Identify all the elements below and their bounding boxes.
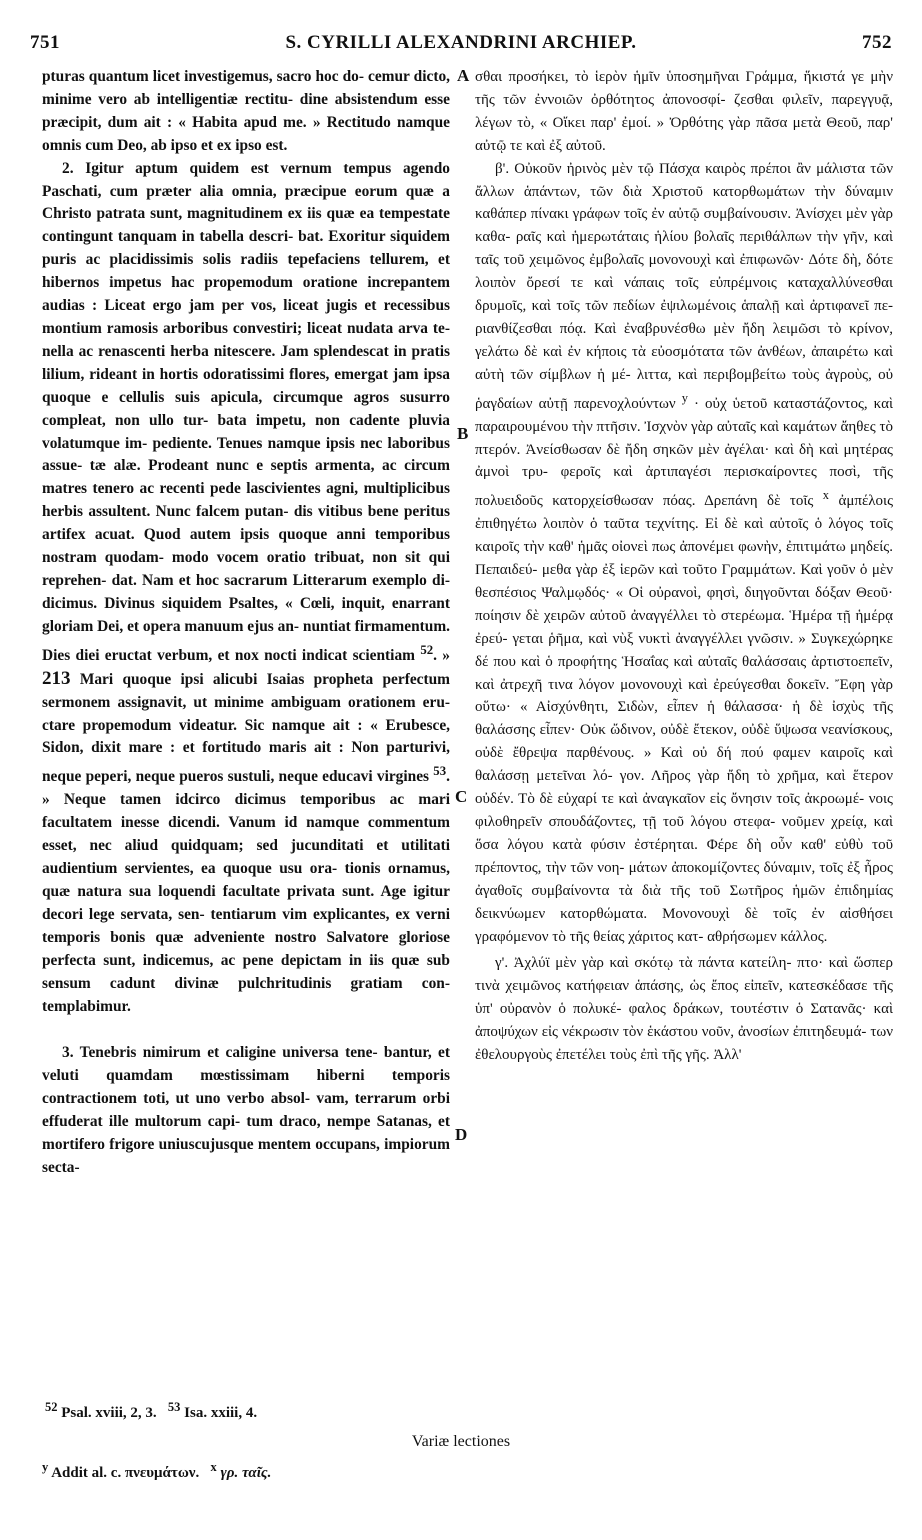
page-number-right: 752 bbox=[862, 32, 892, 53]
greek-paragraph-2 bbox=[475, 158, 893, 949]
variant-text-y: Addit al. c. πνευμάτων. bbox=[51, 1465, 200, 1481]
latin-column bbox=[42, 66, 450, 1180]
greek-paragraph-2-text-c: ἀμπέλοις ἐπιθηγέτω λοιπὸν ὁ ταῦτα τεχνίτης. Εἰ δὲ καὶ αὐτοῖς ὁ λόγος τοῖς καιροῖς τὴν καθ' ἡμᾶς οἰονεὶ πως ἀπονέμει φωνὴν, ἐπιτιμάτω μηδείς. Πεπαιδεύ- μεθα γὰρ ἐξ ἱερῶν καὶ τοῦτο Γραμμάτων. Καὶ γοῦν ὁ μὲν θεσπέσιος Ψαλμῳδός· « Οἱ οὐρανοὶ, φησὶ, διηγοῦνται δόξαν Θεοῦ· ποίησιν δὲ χειρῶν αὐτοῦ ἀναγγέλλει τὸ στερέωμα. Ἡμέρα τῇ ἡμέρᾳ ἐρεύ- γεται ῥῆμα, καὶ νὺξ νυκτὶ ἀναγγέλλει γνῶσιν. » Συγκεχώρηκε δέ που καὶ ὁ προφήτης Ἡσαΐας καὶ αὐταῖς θαλάσσαις ἀρτιστοεπεῖν, καὶ ἀτρεχῆ τινα λόγον μονονουχὶ καὶ ἐρεύγεσθαι δοκεῖν. Ἔφη γὰρ οὕτω· « Αἰσχύνθητι, Σιδὼν, εἶπεν ἡ θάλασσα· ἡ δὲ ἰσχὺς τῆς θαλάσσης εἶπεν· Οὐκ ὤδινον, οὐδὲ ἔτεκον, οὐδὲ ὕψωσα νεανίσκους, οὐδὲ ἔθρεψα παρθένους. » Καὶ οὐ δή πού φαμεν καιροῖς καὶ θαλάσσῃ μετεῖναι λό- γον. Λῆρος γὰρ ἤδη τὸ χρῆμα, καὶ ἕτερον οὐδέν. Τὸ δὲ εὐχαρί τε καὶ ἀναγκαῖον εἰς ὄνησιν τοῖς ἀκροωμέ- νοις φιλοθηρεῖν σπουδάζοντες, τῇ τοῦ λόγου στεφα- νοῦμεν χρείᾳ, καὶ ὅσα λόγου κατὰ φύσιν ἐστέρηται. Φέρε δὴ οὖν καθ' εὐθὺ τοῦ πρέποντος, τὴν τῶν νοη- μάτων ἀποκομίζοντες δύναμιν, τοῖς ἐξ ἦρος ἀγαθοῖς συμβαίνοντα τὰ διὰ τῆς τοῦ Σωτῆρος ἡμῶν ἐπιδημίας δεικνύωμεν κατορθώματα. Μονονουχὶ δὲ τοῖς ἐν αἰσθήσει γραφόμενον τὸ τῆς θείας χάριτος κατ- αθρήσωμεν κάλλος. bbox=[475, 493, 894, 945]
column-number: 213 bbox=[42, 667, 71, 689]
variant-marker-x: x bbox=[822, 488, 830, 503]
margin-letter-c: C bbox=[455, 787, 468, 806]
variae-lectiones-heading: Variæ lectiones bbox=[411, 1433, 511, 1450]
variant-readings bbox=[42, 1460, 271, 1482]
greek-paragraph-2-text-b: · οὐχ ὑετοῦ καταστάζοντος, καὶ παραιρουμένου τὴν πτῆσιν. Ἰσχνὸν γὰρ αὐταῖς καὶ καμάτων ἄηθες τὸ πτερόν. Ἀνείσθωσαν δὲ ἤδη σηκῶν μὲν ἀγέλαι· καὶ δὴ καὶ μητέρας ἀμνοὶ τρυ- φεροῖς καὶ ἀρτιπαγέσι περισκαίροντες ποσὶ, τῆς πολυειδοῦς κατορχείσθωσαν πόας. Δρεπάνη δὲ τοῖς bbox=[475, 395, 894, 510]
footnote-number-52: 52 bbox=[45, 1400, 58, 1414]
footnote-ref-53: Isa. xxiii, 4. bbox=[184, 1405, 258, 1421]
footnote-number-53: 53 bbox=[167, 1400, 181, 1414]
running-header bbox=[30, 32, 892, 58]
page-number-left: 751 bbox=[30, 32, 60, 53]
footnote-marker-53: 53 bbox=[433, 764, 447, 779]
latin-paragraph-2-text-a: 2. Igitur aptum quidem est vernum tempus agendo Paschati, cum præter alia omnia, præcipue eorum quæ a Christo patrata sunt, magnitudinem ex iis quæ ea tempestate contingunt tanquam in tabella descri- bat. Exoritur siquidem puris ac placidissimis solis radiis tepefaciens tellurem, et hibernos impetus hac propemodum oratione increpantem audias : Liceat ergo jam per vos, liceat jugis et recessibus montium ramosis arboribus convestiri; liceat nudata arva te- nella ac renascenti herba nitescere. Jam splendescat in pratis lilium, rideant in hortis odoratissimi flores, emergat jam ipsa quoque e cellulis suis apicula, circumque agros susurro compleat, non ullo tur- bata impetu, non cadente pluvia volatumque im- pediente. Tenues namque ipsis nec laboribus assue- tæ alæ. Prodeant nunc e septis armenta, ac circum matres tenero ac recenti pede lascivientes agni, multiplicibus herbis assultent. Nunc falcem putan- dis vitibus bene peritus artifex acuat. Quod autem ipsis quoque anni temporibus nostram quodam- modo vocem oratio tribuat, non sit qui reprehen- dat. Nam et hoc sacrarum Litterarum exemplo di- dicimus. Divinus siquidem Psaltes, « Cœli, inquit, enarrant gloriam Dei, et opera manuum ejus an- nuntiat firmamentum. Dies diei eructat verbum, et nox nocti indicat scientiam bbox=[42, 159, 450, 664]
footnote-marker-52: 52 bbox=[420, 642, 434, 657]
latin-paragraph-2-text-b: . » bbox=[433, 646, 451, 664]
greek-paragraph-1: σθαι προσήκει, τὸ ἱερὸν ἡμῖν ὑποσημῆναι Γράμμα, ἥκιστά γε μὴν τῆς τῶν ἐννοιῶν ὀρθότητος ἀπονοσφί- ζεσθαι φιλεῖν, παρεγγυᾷ, λέγων τὸ, « Οἴκει παρ' ἐμοί. » Ὀρθότης γὰρ πᾶσα μετὰ Θεοῦ, παρ' αὐτῷ τε καὶ ἐξ αὐτοῦ. bbox=[475, 69, 893, 154]
margin-letter-d: D bbox=[455, 1125, 468, 1144]
latin-paragraph-2-text-d: . » Neque tamen idcirco dicimus temporibus ac mari facultatem inesse dicendi. Vanum id namque commentum esset, nec aliud quidquam; sed jucunditati et utilitati audientium servientes, ea quoque usu ora- tionis ornamus, quæ natura sua loquendi facultate privata sunt. Age igitur decori lege servata, sen- tentiarum vim explicantes, ex verni temporis bonis quæ adveniente nostro Salvatore gloriose perfecta sunt, indicemus, ac pene depictam in iis quæ sub sensum cadunt divinæ pulchritudinis gratiam con- templabimur. bbox=[42, 768, 450, 1015]
greek-paragraph-2-text-a: β'. Οὐκοῦν ἠρινὸς μὲν τῷ Πάσχα καιρὸς πρέποι ἂν μάλιστα τῶν ἄλλων ἁπάντων, τῶν διὰ Χριστοῦ κατορθωμάτων τὴν δύναμιν καθάπερ πίνακι γράφων τοῖς ἐν αὐτῷ συμβαίνουσιν. Ἀνίσχει μὲν γὰρ καθα- ραῖς καὶ ἡμερωτάταις ἡλίου βολαῖς περιθάλπων τὴν γῆν, καὶ ταῖς τοῦ χειμῶνος ἐμβολαῖς μονονουχὶ καὶ ἐπιφωνῶν· Δότε δὴ, δότε λοιπὸν ὄρεσί τε καὶ νάπαις τοῖς εὐπρέμνοις καταχαλλύνεσθαι δρυμοῖς, καὶ τοῖς τῶν πεδίων ἐψιλωμένοις ἁπαλῇ καὶ ἀρτιφανεῖ πε- ριανθίζεσθαι πόᾳ. Καὶ ἐναβρυνέσθω μὲν ἤδη λειμῶσι τὸ κρίνον, γελάτω δὲ καὶ ἐν κήποις τὰ εὐοσμότατα τῶν ἀνθέων, ἀπαιρέτω καὶ αὐτὴ τῶν σίμβλων ἡ μέ- λιττα, καὶ περιβομβείτω τοὺς ἀγροὺς, οὐ ῥαγδαίων αὐτῇ παρενοχλούντων bbox=[475, 160, 893, 412]
latin-paragraph-1: pturas quantum licet investigemus, sacro hoc do- cemur dicto, minime vero ab intelligentiæ rectitu- dine absistendum esse præcipit, dum ait : « Habita apud me. » Rectitudo namque omnis cum Deo, ab ipso et ex ipso est. bbox=[42, 68, 450, 154]
footnote-ref-52: Psal. xviii, 2, 3. bbox=[61, 1405, 157, 1421]
greek-paragraph-3: γ'. Ἀχλύϊ μὲν γὰρ καὶ σκότῳ τὰ πάντα κατείλη- πτο· καὶ ὥσπερ τινὰ χειμῶνος κατήφειαν ἁπάσης, ὡς ἔπος εἰπεῖν, κατεσκέδασε τῆς ὑπ' οὐρανὸν ὁ πολυκέ- φαλος δράκων, τουτέστιν ὁ Σατανᾶς· καὶ ἀποψύχων εἰς νέκρωσιν τὸν ἑκάστου νοῦν, ἀνοσίων ἐπιτηδευμά- των ἐθελουργοὺς ἐπετέλει τοὺς ἐπὶ τῆς γῆς. Ἀλλ' bbox=[475, 955, 893, 1064]
latin-paragraph-3: 3. Tenebris nimirum et caligine universa tene- bantur, et veluti quamdam mœstissimam hiberni temporis contractionem toti, ut uno verbo absol- vam, terrarum orbi effuderat ille multorum capi- tum draco, nempe Satanas, et mortifero frigore uniuscujusque mentem occupans, impiorum secta- bbox=[42, 1044, 450, 1176]
variant-text-x: γρ. ταῖς. bbox=[220, 1465, 272, 1481]
greek-column bbox=[475, 66, 893, 1067]
variant-mark-x: x bbox=[210, 1460, 217, 1474]
running-title: S. CYRILLI ALEXANDRINI ARCHIEP. bbox=[285, 32, 637, 53]
footnotes bbox=[45, 1400, 257, 1422]
margin-letter-a: A bbox=[457, 66, 470, 85]
variant-marker-y: y bbox=[681, 390, 688, 405]
latin-paragraph-2 bbox=[42, 158, 450, 1019]
margin-letter-b: B bbox=[457, 424, 469, 443]
latin-paragraph-2-text-c: Mari quoque ipsi alicubi Isaias propheta perfectum sermonem assignavit, ut minime ambiguam orationem eru- ctare propemodum videatur. Sic namque ait : « Erubesce, Sidon, dixit mare : et fortitudo maris ait : Non parturivi, neque peperi, neque pueros sustuli, neque educavi virgines bbox=[42, 670, 450, 786]
variant-mark-y: y bbox=[42, 1460, 49, 1474]
